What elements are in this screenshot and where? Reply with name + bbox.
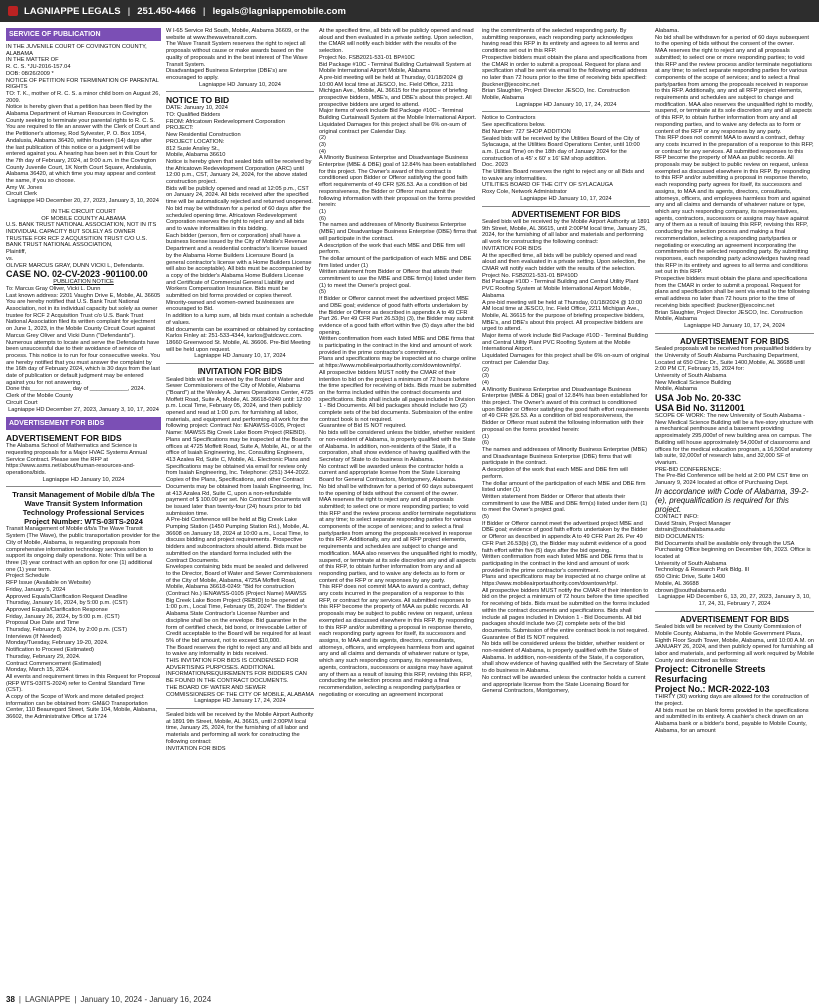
invitation-for-bids-body: Sealed bids will be received by the Board of Water and Sewer Commissioners of the City of Mobile, Alabama ("Board") at the Wesley A. James Operations Center, 4725 Moffett Road, Suite A, Mobile, AL 36618-0249 until: 12:00 p.m. Local Time, February 05, 2024, and then publicly opened and read at 1:00 p.m. for furnishing all labor, materials, and equipment and performing all work for the following project: Contract No: IENAWSS-0105, Project Name: MAWSS Big Creek Lake Boom Project (REBID). Plans and Specifications may be inspected at the Board's offices at 4725 Moffett Road, Suite A, Mobile, AL, or at the office of Isaiah Engineering, Inc. Consulting Engineers, 413 Azalea Rd, Suite C, Mobile, AL. Electronic Plans and Specifications may be obtained via email for review only from Isaiah Engineering, Inc. Telephone: (251) 344-2022. Copies of the Plans, Specifications, and other Contract Documents may be obtained from Isaiah Engineering, Inc. at 413 Azalea Rd, Suite C, upon a non-refundable payment of $ 100.00 per set. No Contract Documents will be issued later than twenty-four (24) hours prior to bid submission time. A Pre-bid Conference will be held at Big Creek Lake Pumping Station (1450 Pumping Station Rd.), Mobile, AL 36608 on January 18, 2024 at 10:00 a.m., Local Time, to discuss bidding and project requirements. Prospective bidders and subcontractors should attend. Bids must be submitted on the standard forms included with the Contract Documents. Envelopes containing bids must be sealed and delivered to the Director, Board of Water and Sewer Commissioners of the City of Mobile, Alabama, 4725A Moffett Road, Mobile, Alabama 36618-0249: "Bid for construction (Contract No.) IENAWSS-0105 (Project Name) MAWSS Big Creek Lake Boom Project (REBID) to be opened at 1:00 p.m., Local Time, February 05, 2024". The Bidder's Alabama State Contractor's License Number and discipline shall be on the envelope. Bid guarantee in the form of certified check, bid bond, or irrevocable Letter of Credit acceptable to the Board will be required for at least 5% of the bid amount, not to exceed $10,000. The Board reserves the right to reject any and all bids and to waive any informality in bids received. THIS INVITATION FOR BIDS IS CONDENSED FOR ADVERTISING PURPOSES. ADDITIONAL INFORMATION/REQUIREMENTS FOR BIDDERS CAN BE FOUND IN THE CONTRACT DOCUMENTS. THE BOARD OF WATER AND SEWER COMMISSIONERS OF THE CITY OF MOBILE, ALABAMA (166, 376, 314, 698)
divider (655, 333, 814, 334)
publication-notice-heading: PUBLICATION NOTICE (53, 279, 114, 286)
usa-bid-number: USA Bid No. 3112001 (655, 403, 745, 414)
airport-bid-10d-body: Sealed bids will be received by the Mobile Airport Authority at 1891 9th Street, Mobile, AL 36615, until 2:00PM local time, January 25, 2024, for the furnishing of all labor and materials and performing all work for constructing the following contract: INVITATION FOR BIDS At the specified time, all bids will be publicly opened and read aloud and then evaluated in a private setting. Upon selection, the CMAR will notify each bidder with the results of the selection. Project No. FSB2021-531-01 BP#10D Bid Package #10D - Terminal Building and Central Utility Plant PVC Roofing System at Mobile International Airport Mobile, Alabama A pre-bid meeting will be held at Thursday, 01/18/2024 @ 10:00 AM local time at JESCO, Inc. Field Office, 2211 Michigan Ave., Mobile, AL 36615 for the purpose of briefing prospective bidders, MBE's, and DBE's about this project. All prospective bidders are urged to attend. Major items of work include Bid Package #10D - Terminal Building and Central Utility Plant PVC Roofing System at the Mobile International Airport. Liquidated Damages for this project shall be 6% on-sum of original contract per Calendar Day. (2) (3) (4) A Minority Business Enterprise and Disadvantage Business Enterprise (MBE & DBE) goal of 12.84% has been established for this project. The Owner's award of this contract is conditioned upon Bidder or Offeror satisfying the good faith effort requirements of 49 CFR §26.53. As a condition of bid responsiveness, the Bidder or Offeror must submit the following information with their proposal on the forms provided herein: (1) (6) The names and addresses of Minority Business Enterprise (MBE) and Disadvantage Business Enterprise (DBE) firms that will participate in the contract. A description of the work that each MBE and DBE firm will perform. The dollar amount of the participation of each MBE and DBE firm listed under (1) Written statement from Bidder or Offeror that attests their commitment to use the MBE and DBE firm(s) listed under item (1) to meet the Owner's project goal. (5) If Bidder or Offeror cannot meet the advertised project MBE and DBE goal; evidence of good faith efforts undertaken by the Bidder or Offeror as described in appendix A to 49 CFR Part 26. Per 49 CFR Part 26.53(b) (3), the Bidder may submit evidence of a good faith effort within five (5) days after the bid opening. Written confirmation from each listed MBE and DBE firms that is participating in the contract in the kind and amount of work provided in the prime contractor's commitment. Plans and specifications may be inspected at no charge online at https://www.mobileairportauthority.com/downtown/rfp/. All prospective bidders MUST notify the CMAR of their intention to bid on the project a minimum of 72 hours before the time specified for receiving of bids. Bids must be submitted on the forms included within the contract documents and specifications. Bids shall include all pages included in Division 1 - Bid Documents. All bid packages should include two (2) complete sets of the bid documents. Submission of the entire contract book is not required. Guarantee of Bid IS NOT required. No bids will be considered unless the bidder, whether resident or non-resident of Alabama, is properly qualified with the State of Alabama. In addition, non-residents of the State, if a corporation, shall show evidence of having qualified with the Secretary of State to do business in Alabama. No contract will be awarded unless the contractor holds a current and appropriate license from the State Licensing Board for General Contractors, Montgomery, (482, 219, 650, 695)
notice-signoff: Lagniappe HD January 10, 17, 2024 (194, 353, 286, 360)
notice-signoff: Lagniappe HD January 17, 24, 2024 (194, 698, 286, 705)
transit-notice-body: Transit Management of Mobile d/b/a The Wave Transit System (The Wave), the public transportation provider for the City of Mobile, Alabama, is requesting proposals from comprehensive information technology services solution to support its ongoing daily operations. Note: This will be a three (3) year contract with an option for one (1) additional one (1) year term. Project Schedule RFP Issue (Available on Website) Friday, January 5, 2024 Approved Equals/Clarification Request Deadline Thursday, January 16, 2024, by 5:00 p.m. (CST) Approved Equals/Clarification Response Friday, January 26, 2024, by 5:00 p.m. (CST) Proposal Due Date and Time Thursday, February 8, 2024, by 2:00 p.m. (CST) Interviews (If Needed) Monday/Tuesday, February 19-20, 2024. Notification to Proceed (Estimated) Thursday, February 29, 2024. Contract Commencement (Estimated) Monday, March 15, 2024. All events and requirement times in this Request for Proposal (RFP WTS-03ITS-2024) refer to Central Standard Time (CST). A copy of the Scope of Work and more detailed project information can be obtained from: GM&O Transportation Center, 110 Beauregard Street, Suite 104, Mobile, Alabama, 36602, the Administrative Office at 1724 (6, 526, 161, 721)
notice-signoff: Lagniappe HD January 10, 17, 24, 2024 (515, 101, 617, 108)
usa-scope-of-work: SCOPE OF WORK: The new University of South Alabama - New Medical Science Building will be a five-story structure with a mechanical penthouse and a basement providing approximately 295,000sf of new building area on campus. The Building will house approximately 54,000sf of classrooms and offices for the medical education program, a 16,500sf anatomy lab suite, 92,000sf of research labs, and 32,000 SF of vivarium. PRE-BID CONFERENCE: The Pre-Bid Conference will be held at 2:00 PM CST time on January 9, 2024 located at office of Purchasing Dept. (655, 413, 814, 487)
lagniappe-logo-icon (8, 6, 18, 16)
column-1 (6, 28, 161, 983)
advertisement-heading: ADVERTISEMENT FOR BIDS (680, 336, 789, 346)
circuit-court-parties: U.S. BANK TRUST NATIONAL ASSOCIATION, NOT IN ITS INDIVIDUAL CAPACITY BUT SOLELY AS OWNER TRUSTEE FOR RCF 2 ACQUISITION TRUST C/O U.S. BANK TRUST NATIONAL ASSOCIATION, Plaintiff, vs. OLIVER MARCUS GRAY, DUNN VICKI L, Defendants. (6, 222, 157, 269)
mobile-county-bid-intro: Sealed bids will be received by the County Commission of Mobile County, Alabama, in the Mobile Government Plaza, Eighth Floor South Tower, Mobile, Alabama, until 10:00 A.M. on JANUARY 26, 2024, and then publicly opened for furnishing all labor and materials, and performing all work required by Mobile County and described as follows: (655, 624, 814, 664)
divider (166, 708, 314, 709)
separator: | (202, 5, 206, 17)
circuit-court-heading: IN THE CIRCUIT COURT OF MOBILE COUNTY ALABAMA (41, 208, 126, 222)
usa-bid-intro: Sealed proposals will be received from prequalified bidders by the University of South Alabama Purchasing Department, Located at 650 Clinic Dr., Suite 1400,Mobile, AL 36688 until 2:00 PM CT, February 15, 2024 for: University of South Alabama New Medical Science Building Mobile, Alabama (655, 346, 812, 393)
divider (655, 611, 814, 612)
service-of-publication-band: SERVICE OF PUBLICATION (6, 28, 161, 41)
juvenile-court-notice: IN THE JUVENILE COURT OF COVINGTON COUNTY, ALABAMA IN THE MATTER OF R. C. S. *JU-2016-157.04 DOB: 08/26/2009 * NOTICE OF PETITION FOR TERMINATION OF PARENTAL RIGHTS TO: T. K., mother of R. C. S. a minor child born on August 26, 2009. Notice is hereby given that a petition has been filed by the Alabama Department of Human Resources in Covington County seeking to terminate your parental rights to R. C. S. You are required to file an answer with the Clerk of Court and the Petitioner's attorney, Rod Sylvester, P. O. Box 1054, Andalusia, Alabama 36420, within fourteen (14) days after the last publication of this notice or a judgment will be entered against you. A hearing has been set in this Court for the 7th day of February, 2024, at 9:00 a.m. in the Covington County Juvenile Court, 1K North Court Square, Andalusia, Alabama 36420, at which time you may appear and contest the same, if you so choose. Amy W. Jones Circuit Clerk (6, 44, 161, 198)
airport-bid-10c-continued: ing the commitments of the selected responding party. By submitting responses, each responding party acknowledges having read this RFP in its entirety and agrees to all terms and conditions set out in this RFP. Prospective bidders must obtain the plans and specifications from the CMAR in order to submit a proposal. Request for plans and specification shall be sent via email to the following email address no later than 72 hours prior to the time of receiving bids specified: jbuckner@jescoinc.net Brian Slaughter, Project Director JESCO, Inc. Construction Mobile, Alabama (482, 28, 648, 102)
notice-signoff: Lagniappe HD January 10, 17, 2024 (520, 195, 612, 202)
transit-heading: Transit Management of Mobile d/b/a The Wave Transit System Information Technology Professional Services (12, 490, 155, 518)
asms-advertisement: The Alabama School of Mathematics and Science is requesting proposals for a Major HVAC Systems Annual Service Contract. Please see the RFP at https://www.asms.net/about/human-resources-and-operations/bids. (6, 443, 147, 477)
case-number: CASE NO. 02-CV-2023 -901100.00 (6, 269, 148, 280)
notice-to-bid-body: DATE: January 10, 2024 TO: Qualified Bidders FROM: Africatown Redevelopment Corporation PROJECT: New Residential Construction PROJECT LOCATION: 812 Susie Ansley St., Mobile, Alabama 36610 Notice is hereby given that sealed bids will be received by the Africatown Redevelopment Corporation (ARC) until 12:00 p.m., CST, January 24, 2024, for the above stated construction project. Bids will be publicly opened and read at 12:05 p.m., CST on January 24, 2024. All bids received after the specified time will be automatically rejected and returned unopened. No bid may be withdrawn for a period of 60 days after the scheduled opening time. Africatown Redevelopment Corporation reserves the right to reject any and all bids and to waive informalities in this bidding. Each bidder (person, firm or corporation) shall have a business license issued by the City of Mobile's Revenue Department and a residential contractor's license issued by the Alabama Home Builders Licensure Board (a general contractor's license with a Home Builders License will also be acceptable). All bids must be accompanied by a copy of the bidder's Alabama Home Builders License and Certificate of Commercial General Liability and Workers Compensation Insurance. Bids must be submitted on bid forms provided or copies thereof. Minority-owned and women-owned businesses are encouraged to Bid. In addition to a lump sum, all bids must contain a schedule of values. Bid documents can be examined or obtained by contacting Karlos Finley at: 251-533-4344, karlos@atdcwcc.com. 18660 Greenwood St. Mobile, AL 36606. Pre-Bid Meeting will be held upon request. (166, 105, 314, 353)
separator: | (74, 994, 77, 1004)
notice-to-bid-heading: NOTICE TO BID (166, 95, 230, 106)
sylacauga-notice: Notice to Contractors See specifications below. Bid Number: 727 SHOP ADDITION Sealed bids will be received by the Utilities Board of the City of Sylacauga, at the Utilities Board Operations Center, until 10:00 a.m. (Local Time) on the 18th day of January 2024 for the construction of a 45' x 60' x 16' EM shop addition. Doc. 2023 The Utilities Board reserves the right to reject any or all Bids and to waive any informalities. UTILITIES BOARD OF THE CITY OF SYLACAUGA Roxy Cole, Network Administrator (482, 115, 645, 196)
project-title: Project: Citronelle Streets Resurfacing (655, 664, 766, 685)
usa-job-number: USA Job No. 20-33C (655, 393, 742, 404)
project-number: Project No.: MCR-2022-103 (655, 684, 770, 695)
advertisement-heading: ADVERTISEMENT FOR BIDS (6, 433, 122, 444)
mobile-county-bid-body: THIRTY (30) working days are allowed for the construction of the project. All bids must be on blank forms provided in the specifications and submitted in its entirety. A cashier's check drawn on an Alabama bank or a bidder's bond, payable to Mobile County, Alabama, for an amount (655, 694, 809, 734)
column-3 (319, 28, 477, 983)
transit-notice-continued: W I-65 Service Rd South, Mobile, Alabama 36609, or the website at www.thewavetransit.com. The Wave Transit System reserves the right to reject all proposals without cause or make awards based on the quality of proposals and in the best interest of The Wave Transit System. Disadvantaged Business Enterprise (DBE's) are encouraged to apply. (166, 28, 309, 81)
notice-signoff: Lagniappe HD December 27, 2023, January 3, 10, 17, 2024 (8, 406, 159, 413)
publication-notice-body: To: Marcus Gray Oliver, Vicki L. Dunn Last known address: 2201 Vaughn Drive E, Mobile, AL 36605 You are hereby notified that U.S. Bank Trust National Association, not in its individual capacity but solely as owner trustee for RCF 2 Acquisition Trust c/o U.S. Bank Trust National Association filed its written complaint for ejectment on June 1, 2023, in the Mobile County Circuit Court against Marcus Grey Oliver and Vicki Dunn ("Defendants"). Numerous attempts to locate and serve the Defendants have been unsuccessful due to their avoidance of service of process. This notice is to run for four consecutive weeks. You are hereby notified that you must answer the complaint by the 16th day of February 2024, which is 30 days from the last date of publication or default judgment may be entered against you for not answering. Done this_____________ day of ____________, 2024. Clerk of the Mobile County Circuit Court (6, 285, 161, 406)
notice-signoff: Lagniappe HD January 10, 2024 (199, 81, 281, 88)
advertisement-heading: ADVERTISEMENT FOR BIDS (680, 614, 789, 624)
column-5 (655, 28, 814, 983)
airport-bid-intro: Sealed bids will be received by the Mobile Airport Authority at 1891 9th Street, Mobile, AL 36615, until 2:00PM local time, January 25, 2024, for the furnishing of all labor and materials and performing all work for constructing the following contract: INVITATION FOR BIDS (166, 712, 314, 752)
phone-number: 251.450-4466 (137, 5, 196, 17)
header-bar (0, 0, 819, 22)
separator: | (18, 994, 21, 1004)
page-number: 38 (6, 994, 15, 1004)
divider (482, 111, 650, 112)
separator: | (127, 5, 131, 17)
airport-bid-10c-body: At the specified time, all bids will be publicly opened and read aloud and then evaluated in a private setting. Upon selection, the CMAR will notify each bidder with the results of the selection. Project No. FSB2021-531-01 BP#10C Bid Package #10C - Terminal Building Curtainwall System at Mobile International Airport Mobile, Alabama A pre-bid meeting will be held at Thursday, 01/18/2024 @ 10:00 AM local time at JESCO, Inc. Field Office, 2211 Michigan Ave., Mobile, AL 36615 for the purpose of briefing prospective bidders, MBE's, and DBE's about this project. All prospective bidders are urged to attend. Major items of work include Bid Package #10C - Terminal Building Curtainwall System at the Mobile International Airport. Liquidated Damages for this project shall be 6% on-sum of original contract per Calendar Day. (2) (3) (4) A Minority Business Enterprise and Disadvantage Business Enterprise (MBE & DBE) goal of 12.84% has been established for this project. The Owner's award of this contract is conditioned upon Bidder or Offeror satisfying the good faith effort requirements of 49 CFR §26.53. As a condition of bid responsiveness, the Bidder or Offeror must submit the following information with their proposal on the forms provided herein: (1) (6) The names and addresses of Minority Business Enterprise (MBE) and Disadvantage Business Enterprise (DBE) firms that will participate in the contract. A description of the work that each MBE and DBE firm will perform. The dollar amount of the participation of each MBE and DBE firm listed under (1) Written statement from Bidder or Offeror that attests their commitment to use the MBE and DBE firm(s) listed under item (1) to meet the Owner's project goal. (5) If Bidder or Offeror cannot meet the advertised project MBE and DBE goal; evidence of good faith efforts undertaken by the Bidder or Offeror as described in appendix A to 49 CFR Part 26. Per 49 CFR Part 26.53(b) (3), the Bidder may submit evidence of a good faith effort within five (5) days after the bid opening. Written confirmation from each listed MBE and DBE firms that is participating in the contract in the kind and amount of work provided in the prime contractor's commitment. Plans and specifications may be inspected at no charge online at https://www.mobileairportauthority.com/downtown/rfp/. All prospective bidders MUST notify the CMAR of their intention to bid on the project a minimum of 72 hours before the time specified for receiving of bids. Bids must be submitted on the forms included within the contract documents and specifications. Bids shall include all pages included in Division 1 - Bid Documents. All bid packages should include two (2) complete sets of the bid documents. Submission of the entire contract book is not required. Guarantee of Bid IS NOT required. No bids will be considered unless the bidder, whether resident or non-resident of Alabama, is properly qualified with the State of Alabama. In addition, non-residents of the State, if a corporation, shall show evidence of having qualified with the Secretary of State to do business in Alabama. No contract will be awarded unless the contractor holds a current and appropriate license from the State Licensing Board for General Contractors, Montgomery, Alabama. No bid shall be withdrawn for a period of 60 days subsequent to the opening of bids without the consent of the owner. MAA reserves the right to reject any and all proposals submitted; to select one or more responding parties; to void this RFP and the review process and/or terminate negotiations at any time; to select separate responding parties for various components of the scope of services; and to select a final party/parties from among the proposals received in response to this RFP. Additionally, any and all RFP project elements, requirements and schedules are subject to change and modification. MAA also reserves the unqualified right to modify, suspend, or terminate at its sole discretion any and all aspects of this RFP, to obtain further information from any and all responding parties, and to waive any defects as to form or content of the RFP or any responses by any party. This RFP does not commit MAA to award a contract, defray any costs incurred in the preparation of a response to this RFP, or contract for any services. All submitted responses to this RFP become the property of MAA as public records. All proposals may be subject to public review on request, unless exempted as discussed elsewhere in this RFP. By responding to this RFP and/or submitting a proposal in response thereto, each responding party agrees for itself, its successors and assigns, to MAA and its agents, directors, consultants, attorneys, officers, and employees harmless from and against any and all claims and demands of whatever nature or type, which any such responding company, its representatives, agents, contractors, successors or assigns may have against any of them as a result of issuing this RFP, revising this RFP, conducting the selection process and making a final recommendation, selecting a responding party/parties or negotiating or executing an agreement incorporat (319, 28, 477, 698)
issue-dates: January 10, 2024 - January 16, 2024 (80, 994, 212, 1004)
publication-name: LAGNIAPPE (24, 994, 71, 1004)
divider (482, 206, 650, 207)
invitation-for-bids-heading: INVITATION FOR BIDS (197, 367, 283, 377)
prequalification-note: In accordance with Code of Alabama, 39-2-(e), prequalification is required for this project. (655, 486, 809, 514)
usa-contact-info: CONTACT INFO: David Strain, Project Manager dstrain@southalabama.edu BID DOCUMENTS: Bid Documents shall be available only through the USA Purchasing Office beginning on December 6th, 2023. Office is located at University of South Alabama Technology & Research Park Bldg. III 650 Clinic Drive, Suite 1400 Mobile, AL 36688 cbrown@southalabama.edu (655, 513, 811, 594)
page-footer (0, 990, 819, 1008)
transit-project-number: Project Number: WTS-03ITS-2024 (24, 517, 143, 527)
notice-signoff: Lagniappe HD December 20, 27, 2023, January 3, 10, 2024 (8, 198, 159, 205)
column-2 (166, 28, 314, 983)
email-address: legals@lagniappemobile.com (212, 5, 346, 17)
section-title: LAGNIAPPE LEGALS (24, 5, 121, 17)
notice-signoff: Lagniappe HD December 6, 13, 20, 27, 2023, January 3, 10, 17, 24, 31, February 7, 2024 (658, 594, 811, 607)
column-4 (482, 28, 650, 983)
advertisement-band: ADVERTISEMENT FOR BIDS (6, 417, 161, 430)
divider (166, 91, 314, 92)
advertisement-heading: ADVERTISEMENT FOR BIDS (511, 209, 621, 219)
notice-signoff: Lagniappe HD January 10, 2024 (42, 476, 125, 483)
divider (166, 363, 314, 364)
notice-signoff: Lagniappe HD January 10, 17, 24, 2024 (684, 322, 785, 329)
airport-bid-10d-continued: Alabama. No bid shall be withdrawn for a period of 60 days subsequent to the opening of bids without the consent of the owner. MAA reserves the right to reject any and all proposals submitted; to select one or more responding parties; to void this RFP and the review process and/or terminate negotiations at any time; to select separate responding parties for various components of the scope of services; and to select a final party/parties from among the proposals received in response to this RFP. Additionally, any and all RFP project elements, requirements and schedules are subject to change and modification. MAA also reserves the unqualified right to modify, suspend, or terminate at its sole discretion any and all aspects of this RFP, to obtain further information from any and all responding parties, and to waive any defects as to form or content of the RFP or any responses by any party. This RFP does not commit MAA to award a contract, defray any costs incurred in the preparation of a response to this RFP, or contract for any services. All submitted responses to this RFP become the property of MAA as public records. All proposals may be subject to public review on request, unless exempted as discussed elsewhere in this RFP. By responding to this RFP and/or submitting a proposal in response thereto, each responding party agrees for itself, its successors and assigns, to MAA and its agents, directors, consultants, attorneys, officers, and employees harmless from and against any and all claims and demands of whatever nature or type, which any such responding company, its representatives, agents, contractors, successors or assigns may have against any of them as a result of issuing this RFP, revising this RFP, conducting the selection process and making a final recommendation, selecting a responding party/parties or negotiating or executing an agreement incorporating the commitments of the selected responding party. By submitting responses, each responding party acknowledges having read this RFP in its entirety and agrees to all terms and conditions set out in this RFP. Prospective bidders must obtain the plans and specifications from the CMAR in order to submit a proposal. Request for plans and specification shall be sent via email to the following email address no later than 72 hours prior to the time of receiving bids specified: jbuckner@jescoinc.net Brian Slaughter, Project Director JESCO, Inc. Construction Mobile, Alabama (655, 28, 814, 323)
legal-columns (6, 28, 816, 983)
divider (6, 486, 161, 487)
